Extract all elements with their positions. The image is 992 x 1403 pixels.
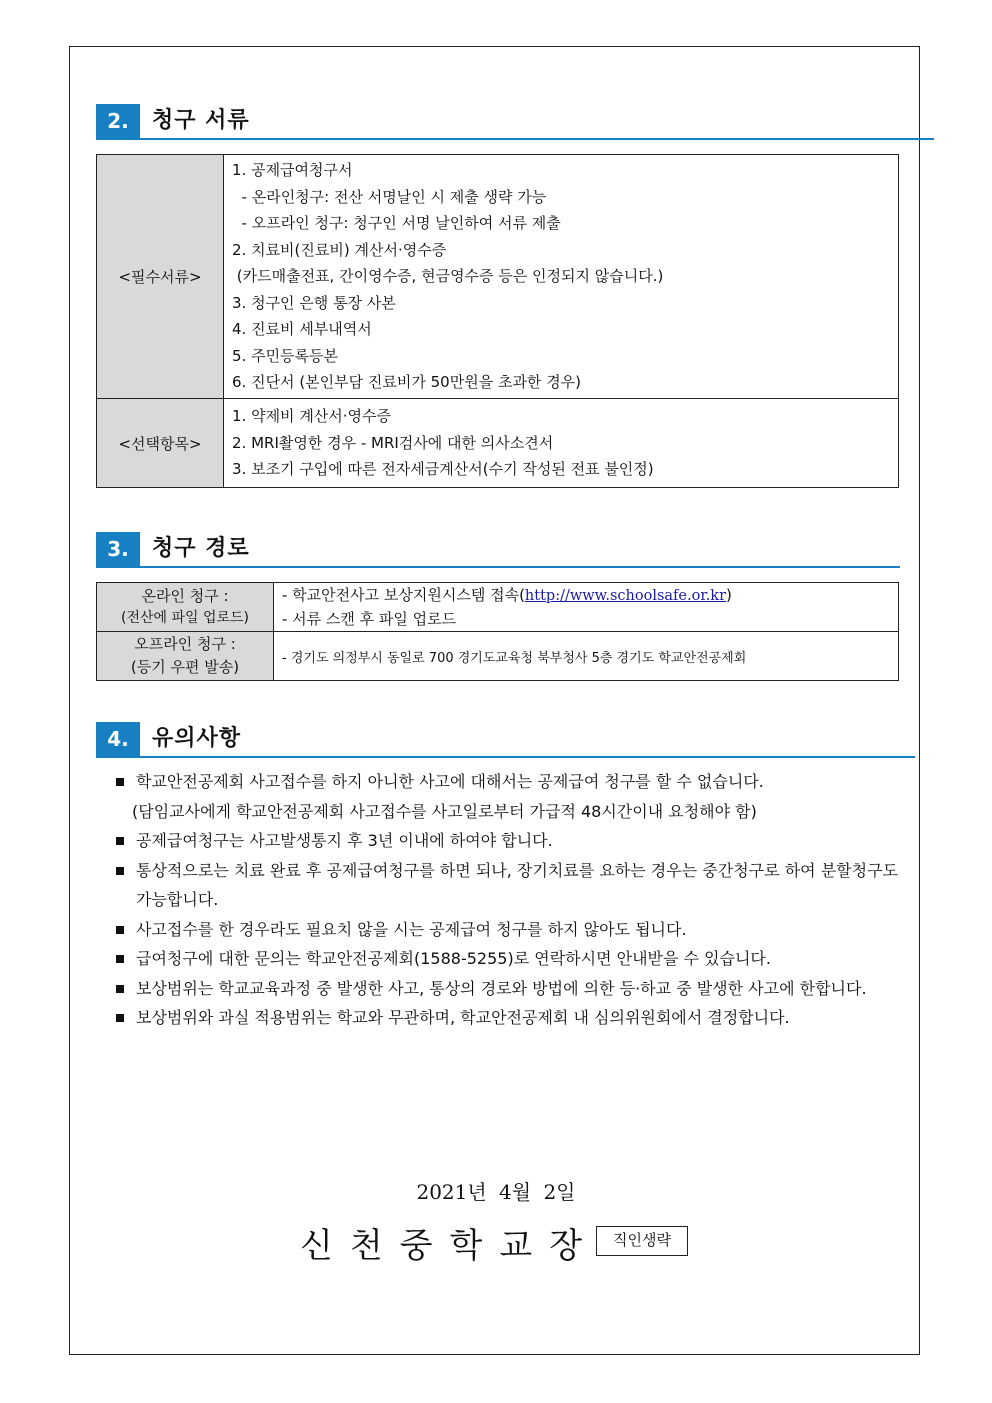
online-route-cell xyxy=(274,583,899,632)
list-item: 6. 진단서 (본인부담 진료비가 50만원을 초과한 경우) xyxy=(232,373,582,392)
table-row xyxy=(97,632,899,681)
list-item xyxy=(112,856,898,915)
list-item: 3. 보조기 구입에 따른 전자세금계산서(수기 작성된 전표 불인정) xyxy=(232,460,654,479)
list-item xyxy=(112,826,898,856)
list-item xyxy=(112,915,898,945)
note-sub-text: (담임교사에게 학교안전공제회 사고접수를 사고일로부터 가급적 48시간이내 요청해야 함) xyxy=(132,801,757,821)
offline-route-label xyxy=(97,632,274,681)
section-3-header xyxy=(96,532,900,568)
list-item xyxy=(112,944,898,974)
list-item: 1. 공제급여청구서 xyxy=(232,161,353,180)
online-route-paren: ) xyxy=(726,585,732,604)
section-3-title: 청구 경로 xyxy=(152,536,250,561)
section-4-rule xyxy=(96,756,915,758)
list-item: (카드매출전표, 간이영수증, 현금영수증 등은 인정되지 않습니다.) xyxy=(232,267,664,286)
submission-route-table xyxy=(96,582,899,681)
note-text: 보상범위는 학교교육과정 중 발생한 사고, 통상의 경로와 방법에 의한 등·하교 중 발생한 사고에 한합니다. xyxy=(136,978,867,998)
list-item: 5. 주민등록등본 xyxy=(232,346,339,365)
square-bullet-icon xyxy=(116,955,124,963)
schoolsafe-link[interactable]: http://www.schoolsafe.or.kr xyxy=(524,587,727,604)
list-item xyxy=(112,1003,898,1033)
square-bullet-icon xyxy=(116,926,124,934)
section-4-title: 유의사항 xyxy=(152,726,242,751)
optional-docs-label: <선택항목> xyxy=(97,399,224,488)
section-3-rule xyxy=(96,566,900,568)
list-item: 4. 진료비 세부내역서 xyxy=(232,320,372,339)
note-text: 통상적으로는 치료 완료 후 공제급여청구를 하면 되나, 장기치료를 요하는 경우는 중간청구로 하여 분할청구도 가능합니다. xyxy=(136,860,898,909)
documents-table xyxy=(96,154,899,488)
note-text: 학교안전공제회 사고접수를 하지 아니한 사고에 대해서는 공제급여 청구를 할 수 없습니다. xyxy=(136,772,764,791)
list-item: 2. MRI촬영한 경우 - MRI검사에 대한 의사소견서 xyxy=(232,433,554,452)
list-item xyxy=(112,767,898,797)
square-bullet-icon xyxy=(116,837,124,845)
section-2-rule xyxy=(96,138,934,140)
section-2-title: 청구 서류 xyxy=(152,108,250,133)
table-row xyxy=(97,399,899,488)
section-4-header xyxy=(96,722,915,758)
note-text: 공제급여청구는 사고발생통지 후 3년 이내에 하여야 합니다. xyxy=(136,831,553,850)
list-item: 2. 치료비(진료비) 계산서·영수증 xyxy=(232,240,447,259)
list-item xyxy=(112,974,898,1004)
issue-date: 2021년 4월 2일 xyxy=(416,1180,576,1204)
required-docs-list xyxy=(232,157,890,396)
online-route-sub: (전산에 파일 업로드) xyxy=(120,610,250,626)
note-text: 급여청구에 대한 문의는 학교안전공제회(1588-5255)로 연락하시면 안내받을 수 있습니다. xyxy=(136,949,771,968)
required-docs-cell xyxy=(224,155,899,399)
optional-docs-list xyxy=(232,403,890,483)
notes-list xyxy=(112,767,898,1033)
online-route-label xyxy=(97,583,274,632)
online-route-line-1 xyxy=(282,584,890,608)
offline-route-sub: (등기 우편 발송) xyxy=(130,658,240,676)
table-row xyxy=(97,155,899,399)
note-text: 보상범위와 과실 적용범위는 학교와 무관하며, 학교안전공제회 내 심의위원회에서 결정합니다. xyxy=(136,1008,790,1027)
list-item: 3. 청구인 은행 통장 사본 xyxy=(232,293,396,312)
note-text: 사고접수를 한 경우라도 필요치 않을 시는 공제급여 청구를 하지 않아도 됩니다. xyxy=(136,919,687,939)
square-bullet-icon xyxy=(116,867,124,875)
online-route-line-2: - 서류 스캔 후 파일 업로드 xyxy=(282,609,457,628)
section-2-number: 2. xyxy=(96,104,140,138)
online-route-text: - 학교안전사고 보상지원시스템 접속( xyxy=(282,585,525,604)
table-row xyxy=(97,583,899,632)
offline-route-title: 오프라인 청구 : xyxy=(134,635,236,653)
offline-route-cell: - 경기도 의정부시 동일로 700 경기도교육청 북부청사 5층 경기도 학교안전공제회 xyxy=(274,632,899,681)
online-route-title: 온라인 청구 : xyxy=(141,587,229,605)
square-bullet-icon xyxy=(116,778,124,786)
section-4-number: 4. xyxy=(96,722,140,756)
list-item: - 오프라인 청구: 청구인 서명 날인하여 서류 제출 xyxy=(232,214,561,233)
required-docs-label: <필수서류> xyxy=(97,155,224,399)
list-item: - 온라인청구: 전산 서명날인 시 제출 생략 가능 xyxy=(232,187,547,206)
section-3-number: 3. xyxy=(96,532,140,566)
seal-omitted-box: 직인생략 xyxy=(596,1226,688,1256)
square-bullet-icon xyxy=(116,985,124,993)
square-bullet-icon xyxy=(116,1014,124,1022)
optional-docs-cell xyxy=(224,399,899,488)
signer-name: 신천중학교장 xyxy=(300,1226,600,1266)
list-item: 1. 약제비 계산서·영수증 xyxy=(232,407,392,426)
section-2-header xyxy=(96,104,934,140)
